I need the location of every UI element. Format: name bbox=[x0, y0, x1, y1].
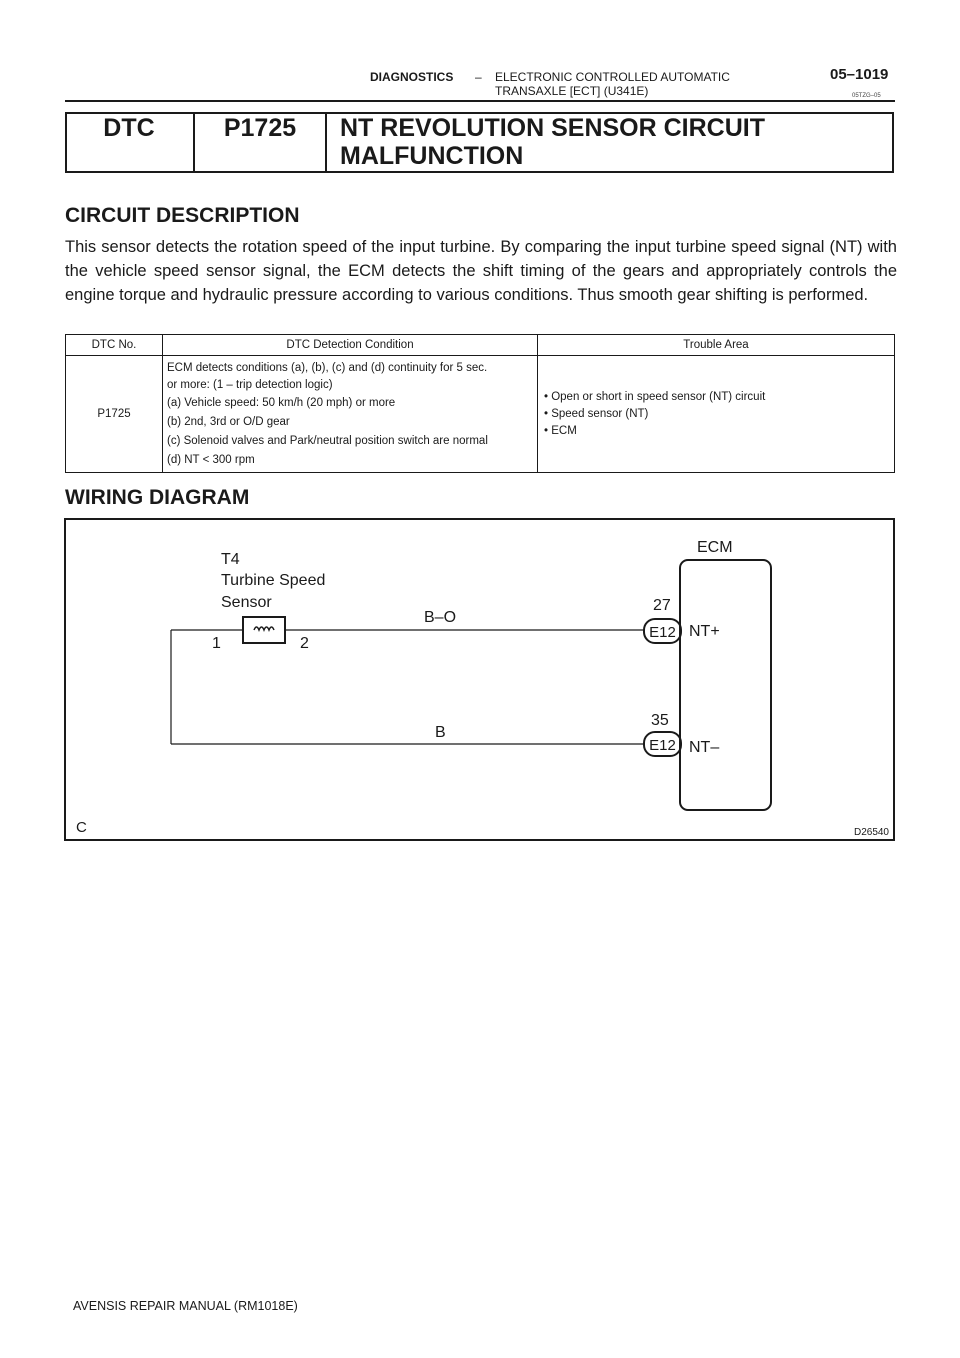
table-header-dtc-no: DTC No. bbox=[66, 335, 163, 356]
condition-line: (c) Solenoid valves and Park/neutral position switch are normal bbox=[167, 435, 488, 447]
sensor-name-line1: Turbine Speed bbox=[221, 572, 326, 589]
ecm-terminal-nt-plus: NT+ bbox=[689, 623, 720, 640]
wiring-diagram bbox=[64, 518, 895, 841]
dtc-title: NT REVOLUTION SENSOR CIRCUIT MALFUNCTION bbox=[340, 114, 766, 170]
connector-bottom-label: E12 bbox=[649, 737, 676, 754]
diagram-corner-letter: C bbox=[76, 819, 87, 836]
sensor-coil-icon bbox=[243, 617, 285, 643]
page-number: 05–1019 bbox=[830, 66, 889, 83]
wiring-diagram-heading: WIRING DIAGRAM bbox=[65, 486, 250, 509]
ecm-label: ECM bbox=[697, 539, 733, 556]
wire-color-top: B–O bbox=[424, 609, 457, 626]
doc-code: 05TZG–05 bbox=[852, 93, 881, 99]
header-dash: – bbox=[475, 70, 482, 84]
table-header-row bbox=[66, 335, 895, 356]
table-cell-trouble-area bbox=[538, 356, 895, 473]
condition-line: (a) Vehicle speed: 50 km/h (20 mph) or more bbox=[167, 397, 396, 409]
table-row bbox=[66, 356, 895, 473]
ecm-terminal-nt-minus: NT– bbox=[689, 739, 720, 756]
dtc-code: P1725 bbox=[223, 114, 297, 142]
sensor-name-line2: Sensor bbox=[221, 594, 272, 611]
condition-line: (d) NT < 300 rpm bbox=[167, 454, 255, 466]
figure-id: D26540 bbox=[853, 827, 889, 838]
diagram-frame bbox=[65, 519, 894, 840]
pin-2-label: 2 bbox=[300, 635, 309, 652]
ecm-pin-bottom: 35 bbox=[651, 712, 669, 729]
trouble-area-item: • Speed sensor (NT) bbox=[544, 407, 649, 420]
dtc-divider bbox=[325, 112, 327, 173]
trouble-area-item: • Open or short in speed sensor (NT) circuit bbox=[544, 390, 766, 403]
condition-line: or more: (1 – trip detection logic) bbox=[167, 379, 333, 391]
table-header-trouble-area: Trouble Area bbox=[538, 335, 895, 356]
pin-1-label: 1 bbox=[212, 635, 221, 652]
table-header-condition: DTC Detection Condition bbox=[163, 335, 538, 356]
wire-color-bottom: B bbox=[435, 724, 446, 741]
header-subsection-line2: TRANSAXLE [ECT] (U341E) bbox=[495, 84, 649, 98]
dtc-label: DTC bbox=[103, 114, 155, 142]
condition-line: (b) 2nd, 3rd or O/D gear bbox=[167, 416, 290, 428]
circuit-description-text: This sensor detects the rotation speed of the input turbine. By comparing the input turbine speed signal (NT) with the vehicle speed sensor signal, the ECM detects the shift timing of the gears and appropriately controls the engine torque and hydraulic pressure according to various conditions. Thus smooth gear shifting is performed. bbox=[65, 238, 897, 305]
table-cell-condition bbox=[163, 356, 538, 473]
circuit-description-heading: CIRCUIT DESCRIPTION bbox=[65, 204, 300, 227]
condition-line: ECM detects conditions (a), (b), (c) and (d) continuity for 5 sec. bbox=[167, 362, 488, 374]
header-rule bbox=[65, 100, 895, 102]
trouble-area-item: • ECM bbox=[544, 424, 577, 437]
ecm-box bbox=[680, 560, 771, 810]
ecm-pin-top: 27 bbox=[653, 597, 671, 614]
footer-manual: AVENSIS REPAIR MANUAL (RM1018E) bbox=[73, 1299, 298, 1313]
table-cell-dtc-no: P1725 bbox=[66, 356, 163, 473]
header-section: DIAGNOSTICS bbox=[370, 70, 454, 84]
connector-top-label: E12 bbox=[649, 624, 676, 641]
dtc-table bbox=[65, 334, 895, 473]
header-subsection-line1: ELECTRONIC CONTROLLED AUTOMATIC bbox=[495, 70, 730, 84]
sensor-id: T4 bbox=[221, 551, 240, 568]
